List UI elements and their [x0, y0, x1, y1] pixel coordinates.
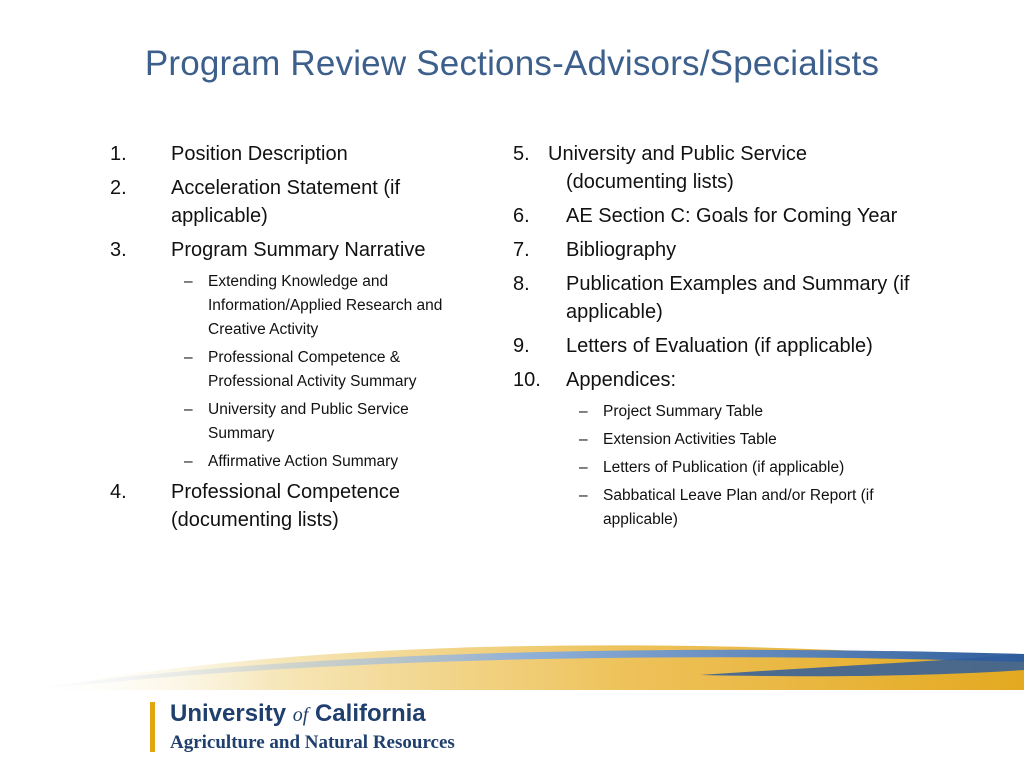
list-item-5 [513, 140, 913, 196]
sub-item-text: Extension Activities Table [603, 431, 777, 448]
logo-line-anr: Agriculture and Natural Resources [170, 732, 455, 753]
dash-bullet: – [184, 453, 193, 470]
logo-line-university [170, 700, 426, 728]
item-text: Bibliography [566, 239, 677, 261]
item-number: 9. [513, 335, 530, 357]
sub-item [184, 270, 470, 342]
sub-item-text: Affirmative Action Summary [208, 453, 399, 470]
item-number: 10. [513, 369, 541, 391]
sub-item-text: Extending Knowledge and Information/Applied Research and Creative Activity [208, 273, 443, 338]
sub-item-text: University and Public Service Summary [208, 401, 409, 442]
logo-gold-bar [150, 702, 155, 752]
item-number: 2. [110, 177, 127, 199]
list-item-2 [110, 174, 470, 230]
dash-bullet: – [579, 459, 588, 476]
item-text: Publication Examples and Summary (if applicable) [566, 273, 910, 323]
list-item-3 [110, 236, 470, 264]
item-number: 7. [513, 239, 530, 261]
item-text: Acceleration Statement (if applicable) [171, 177, 400, 227]
item-text: Position Description [171, 143, 348, 165]
slide-title: Program Review Sections-Advisors/Specialists [144, 44, 880, 83]
sub-item [579, 428, 913, 452]
item-text: Professional Competence (documenting lists) [171, 481, 401, 531]
swoosh-white-base [0, 690, 1024, 700]
sub-item-text: Project Summary Table [603, 403, 763, 420]
item-text: Letters of Evaluation (if applicable) [566, 335, 873, 357]
sub-item [579, 484, 913, 532]
item-number: 8. [513, 273, 530, 295]
item-text: Program Summary Narrative [171, 239, 426, 261]
list-item-8 [513, 270, 913, 326]
dash-bullet: – [579, 431, 588, 448]
sub-item [579, 456, 913, 480]
list-item-1 [110, 140, 470, 168]
dash-bullet: – [579, 403, 588, 420]
dash-bullet: – [184, 349, 193, 366]
item-number: 4. [110, 481, 127, 503]
dash-bullet: – [184, 273, 193, 290]
sub-item [184, 450, 470, 474]
item-3-subitems [110, 270, 470, 474]
logo-california-text: California [314, 700, 426, 727]
dash-bullet: – [579, 487, 588, 504]
item-text-line2: (documenting lists) [566, 171, 734, 193]
sub-item [579, 400, 913, 424]
item-text: AE Section C: Goals for Coming Year [566, 205, 898, 227]
item-number: 6. [513, 205, 530, 227]
left-column [110, 140, 470, 540]
sub-item-text: Sabbatical Leave Plan and/or Report (if applicable) [603, 487, 874, 528]
sub-item-text: Professional Competence & Professional Activity Summary [208, 349, 417, 390]
dash-bullet: – [184, 401, 193, 418]
list-item-7 [513, 236, 913, 264]
logo-university-text: University [170, 700, 287, 727]
list-item-6 [513, 202, 913, 230]
item-text [548, 140, 913, 196]
item-text-line1: University and Public Service [548, 143, 807, 165]
item-number: 3. [110, 239, 127, 261]
item-number: 1. [110, 143, 127, 165]
list-item-9 [513, 332, 913, 360]
sub-item [184, 398, 470, 446]
right-column [513, 140, 913, 536]
item-number: 5. [513, 143, 530, 165]
list-item-4 [110, 478, 470, 534]
sub-item-text: Letters of Publication (if applicable) [603, 459, 845, 476]
appendices-subitems [513, 400, 913, 532]
logo-of-text: of [292, 704, 309, 726]
item-text: Appendices: [566, 369, 677, 391]
sub-item [184, 346, 470, 394]
list-item-10 [513, 366, 913, 394]
decorative-swoosh [0, 630, 1024, 700]
